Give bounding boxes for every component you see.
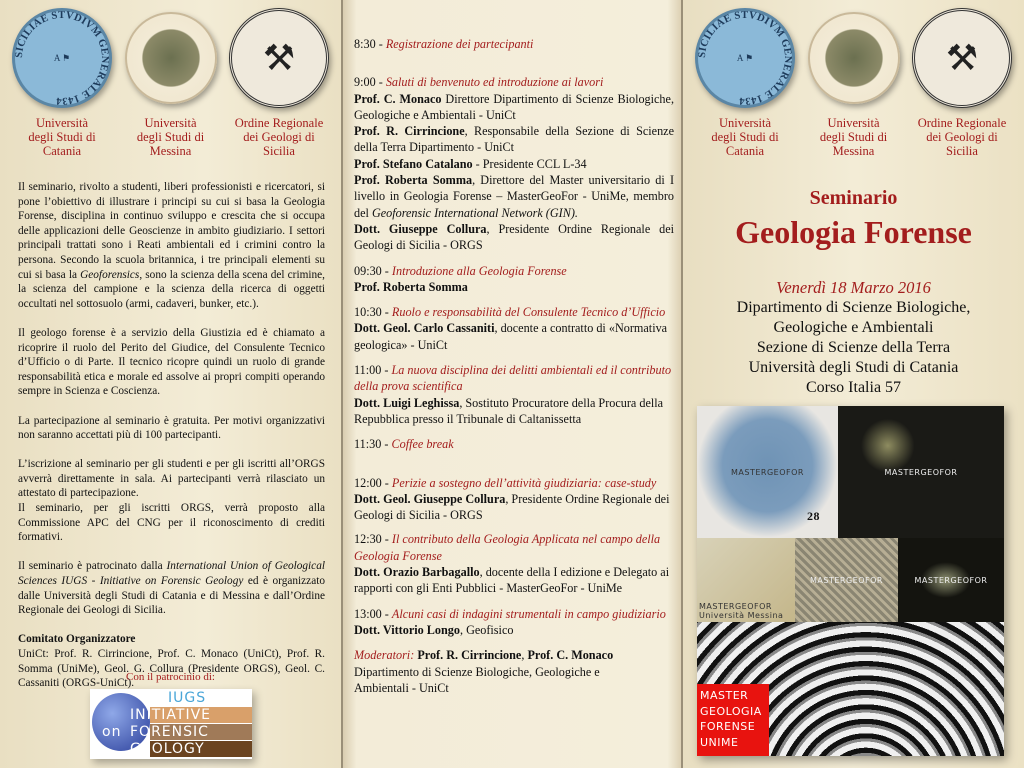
program-time: 9:00 -	[354, 75, 386, 90]
patronage-label: Con il patrocinio di:	[126, 671, 215, 683]
program-time: 13:00 -	[354, 606, 392, 621]
speaker: Dott. Geol. Giuseppe Collura, Presidente Ordine Regionale dei Geologi di Sicilia - ORGS	[354, 491, 670, 523]
logo-unime	[800, 8, 908, 158]
hammers-seal-icon: ⚒	[229, 8, 329, 108]
caption-line: degli Studi di	[136, 130, 205, 144]
program-item	[354, 36, 674, 52]
program-item	[354, 304, 674, 353]
unime-seal-icon	[125, 12, 217, 104]
paragraph: Il seminario, rivolto a studenti, liberi professionisti e ricercatori, si pone l’obiettivo di illustrare i principi su cui si basa la Geologia Forense, disciplina in continuo sviluppo e crescita che si occupa delle applicazioni delle Geoscienze in ambito giudiziario. I settori principali trattati sono i Reati ambientali ed i crimini contro la persona. Secondo la scuola britannica, i tre principali elementi su cui si basa la Geoforensics, sono la scienza della scena del crimine, la scienza del campione e la scienza della ricerca di oggetti occultati nel sottosuolo (armi, cadaveri, bunker, etc.).	[18, 181, 325, 310]
seminar-title: Geologia Forense	[735, 214, 972, 250]
hammers-seal-icon: ⚒	[912, 8, 1012, 108]
logo-unict	[691, 8, 799, 158]
shirt-photo: MASTERGEOFOR 28	[697, 406, 838, 538]
seal-ring-text	[12, 8, 112, 108]
speaker: Prof. C. Monaco Direttore Dipartimento di Scienze Biologiche, Geologiche e Ambientali - UniCt	[354, 91, 674, 122]
speaker: Dott. Vittorio Longo, Geofisico	[354, 622, 514, 637]
caption-line: Catania	[725, 144, 765, 158]
caption-line: Messina	[149, 144, 192, 158]
program-title: Ruolo e responsabilità del Consulente Tecnico d’Ufficio	[391, 305, 666, 320]
sample-photo: MASTERGEOFOR Università Messina	[697, 538, 795, 622]
caption-line: Università	[144, 116, 197, 130]
program-item	[354, 436, 674, 452]
grains-photo: MASTERGEOFOR	[838, 406, 1004, 538]
paragraph: L’iscrizione al seminario per gli studenti e per gli iscritti all’ORGS avverrà direttamente in sala. Ai partecipanti verrà rilasciato un attestato di partecipazione.	[18, 458, 325, 500]
speaker: Dott. Orazio Barbagallo, docente della I edizione e Delegato ai rapporti con gli Enti Pubblici - MasterGeoFor - UniMe	[354, 565, 670, 596]
program-title: Registrazione dei partecipanti	[385, 37, 534, 51]
speaker: Prof. R. Cirrincione, Responsabile della Sezione di Scienze della Terra Dipartimento - UniCt	[354, 124, 674, 155]
program	[354, 36, 674, 696]
gravel-photo: MASTERGEOFOR	[795, 538, 898, 622]
seal-ring-text	[695, 8, 795, 108]
program-title: Coffee break	[391, 437, 454, 452]
caption-line: Ordine Regionale	[234, 116, 324, 130]
speaker: Dott. Giuseppe Collura, Presidente Ordine Regionale dei Geologi di Sicilia - ORGS	[354, 221, 674, 253]
program-item	[354, 475, 674, 524]
logo-unime	[117, 8, 225, 158]
speaker: Prof. Stefano Catalano - Presidente CCL L-34	[354, 156, 587, 171]
iugs-logo: IUGS INITIATIVE on FORENSIC GEOLOGY	[90, 689, 252, 759]
caption-line: dei Geologi di	[243, 130, 315, 144]
logo-unict	[8, 8, 116, 158]
program-item	[354, 362, 674, 427]
program-time: 12:30 -	[354, 532, 392, 547]
speaker: Prof. Roberta Somma, Direttore del Master universitario di I livello in Geologia Forense – MasterGeoFor - UniMe, membro del Geoforensic International Network (GIN).	[354, 173, 675, 220]
master-geologia-forense-logo: MASTER GEOLOGIA FORENSE UNIME	[697, 684, 769, 756]
logo-row	[691, 8, 1016, 158]
left-panel	[0, 0, 341, 768]
program-time: 11:00 -	[354, 363, 392, 378]
venue-line: Sezione di Scienze della Terra	[756, 339, 951, 356]
program-item	[354, 531, 674, 596]
moderators: Moderatori: Prof. R. Cirrincione, Prof. C. Monaco Dipartimento di Scienze Biologiche, Geologiche e Ambientali - UniCt	[354, 648, 614, 695]
logo-orgs	[225, 8, 333, 158]
speaker: Dott. Geol. Carlo Cassaniti, docente a contratto di «Normativa geologica» - UniCt	[354, 321, 668, 352]
description-text	[18, 180, 325, 705]
caption-line: degli Studi di	[711, 130, 779, 144]
speaker: Prof. Roberta Somma	[354, 279, 468, 294]
caption-line: Università	[718, 116, 772, 130]
photo-collage	[697, 406, 1004, 756]
caption-line: Sicilia	[263, 144, 295, 158]
program-item	[354, 74, 674, 253]
program-time: 8:30 -	[354, 37, 386, 51]
caption-line: Ordine Regionale	[917, 116, 1007, 130]
caption-line: dei Geologi di	[926, 130, 998, 144]
event-info	[683, 278, 1024, 398]
crystal-photo: MASTERGEOFOR	[898, 538, 1004, 622]
logo-row	[8, 8, 333, 158]
paragraph: Il seminario è patrocinato dalla International Union of Geological Sciences IUGS - Initiative on Forensic Geology ed è organizzato dalle Università degli Studi di Catania e di Messina e dall’Ordine Regionale dei Geologi di Sicilia.	[18, 560, 325, 617]
gpr-radargram	[697, 622, 1004, 756]
logo-orgs	[908, 8, 1016, 158]
venue-line: Dipartimento di Scienze Biologiche,	[736, 299, 971, 316]
program-item	[354, 263, 674, 296]
program-time: 12:00 -	[354, 475, 392, 490]
program-time: 09:30 -	[354, 263, 392, 278]
unict-seal-icon: SICILIAE STVDIVM GENERALE 1434 A ⚑	[696, 9, 794, 107]
program-item	[354, 606, 674, 639]
svg-text:SICILIAE STVDIVM GENERALE 1434: SICILIAE STVDIVM GENERALE 1434	[696, 9, 794, 107]
speaker: Dott. Luigi Leghissa, Sostituto Procuratore della Procura della Repubblica presso il Tribunale di Caltanissetta	[354, 395, 664, 426]
program-title: Il contributo della Geologia Applicata nel campo della Geologia Forense	[354, 532, 661, 563]
program-title: Introduzione alla Geologia Forense	[391, 263, 567, 278]
caption-line: Sicilia	[946, 144, 978, 158]
venue-line: Università degli Studi di Catania	[748, 359, 959, 376]
paragraph: La partecipazione al seminario è gratuita. Per motivi organizzativi non saranno accettati più di 100 partecipanti.	[18, 414, 325, 442]
paragraph: Il seminario, per gli iscritti ORGS, verrà proposto alla Commissione APC del CNG per il riconoscimento di crediti formativi.	[18, 502, 325, 544]
program-title: Saluti di benvenuto ed introduzione ai lavori	[385, 75, 604, 90]
unime-seal-icon	[808, 12, 900, 104]
caption-line: Messina	[832, 144, 875, 158]
svg-text:SICILIAE STVDIVM GENERALE 1434: SICILIAE STVDIVM GENERALE 1434	[13, 9, 111, 107]
caption-line: degli Studi di	[819, 130, 888, 144]
program-time: 10:30 -	[354, 305, 392, 320]
committee: Comitato Organizzatore UniCt: Prof. R. Cirrincione, Prof. C. Monaco (UniCt), Prof. R. Somma (UniMe), Geol. G. Collura (Presidente ORGS), Geol. C. Cassaniti (ORGS-UniCt).	[18, 633, 325, 690]
program-title: La nuova disciplina dei delitti ambientali ed il contributo della prova scientifica	[354, 363, 672, 394]
caption-line: degli Studi di	[28, 130, 96, 144]
venue-line: Geologiche e Ambientali	[773, 319, 934, 336]
caption-line: Università	[827, 116, 880, 130]
program-time: 11:30 -	[354, 437, 392, 452]
event-date: Venerdì 18 Marzo 2016	[776, 278, 931, 297]
venue-line: Corso Italia 57	[805, 379, 902, 396]
caption-line: Università	[35, 116, 89, 130]
caption-line: Catania	[42, 144, 82, 158]
program-title: Alcuni casi di indagini strumentali in campo giudiziario	[391, 606, 666, 621]
unict-seal-icon: SICILIAE STVDIVM GENERALE 1434 A ⚑	[13, 9, 111, 107]
paragraph: Il geologo forense è a servizio della Giustizia ed è chiamato a ricoprire il ruolo del Perito del Giudice, del Consulente Tecnico d’Ufficio o di Parte. Il tecnico ricopre quindi un ruolo di grande responsabilità etica e morale ed assolve ai propri compiti operando sempre in Scienza e Coscienza.	[18, 326, 325, 398]
seminar-kicker: Seminario	[809, 187, 898, 209]
program-title: Perizie a sostegno dell’attività giudiziaria: case-study	[391, 475, 657, 490]
